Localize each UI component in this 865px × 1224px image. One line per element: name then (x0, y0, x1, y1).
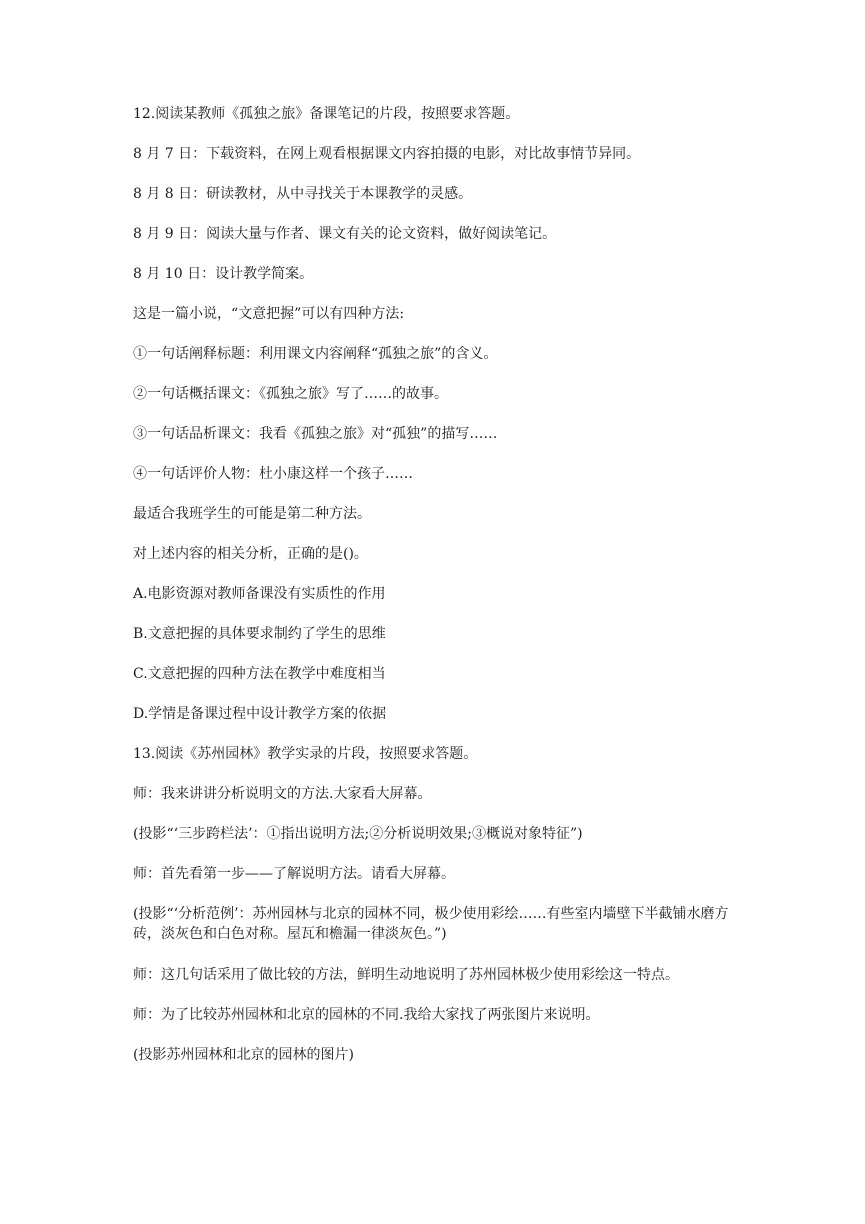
teacher-line-3: 师：这几句话采用了做比较的方法，鲜明生动地说明了苏州园林极少使用彩绘这一特点。 (133, 967, 679, 983)
projection-2: (投影“‘分析范例’：苏州园林与北京的园林不同，极少使用彩绘……有些室内墙壁下半截铺水磨方砖，淡灰色和白色对称。屋瓦和檐漏一律淡灰色。”) (133, 906, 729, 942)
question-12-prompt: 对上述内容的相关分析，正确的是()。 (133, 546, 368, 562)
method-2: ②一句话概括课文：《孤独之旅》写了……的故事。 (133, 386, 448, 402)
question-13-stem: 13.阅读《苏州园林》教学实录的片段，按照要求答题。 (133, 746, 478, 762)
option-d: D.学情是备课过程中设计教学方案的依据 (133, 706, 387, 722)
note-aug-9: 8 月 9 日：阅读大量与作者、课文有关的论文资料，做好阅读笔记。 (133, 226, 557, 242)
teacher-line-2: 师：首先看第一步——了解说明方法。请看大屏幕。 (133, 866, 455, 882)
option-c: C.文意把握的四种方法在教学中难度相当 (133, 666, 386, 682)
document-body (133, 104, 733, 1085)
note-aug-7: 8 月 7 日：下载资料，在网上观看根据课文内容拍摄的电影，对比故事情节异同。 (133, 146, 641, 162)
option-a: A.电影资源对教师备课没有实质性的作用 (133, 586, 386, 602)
note-aug-10: 8 月 10 日：设计教学简案。 (133, 266, 314, 282)
question-12-stem: 12.阅读某教师《孤独之旅》备课笔记的片段，按照要求答题。 (133, 106, 520, 122)
method-choice: 最适合我班学生的可能是第二种方法。 (133, 506, 371, 522)
note-aug-8: 8 月 8 日：研读教材，从中寻找关于本课教学的灵感。 (133, 186, 473, 202)
method-3: ③一句话品析课文：我看《孤独之旅》对“孤独”的描写…… (133, 426, 498, 442)
teacher-line-1: 师：我来讲讲分析说明文的方法.大家看大屏幕。 (133, 786, 432, 802)
method-4: ④一句话评价人物：杜小康这样一个孩子…… (133, 466, 413, 482)
teacher-line-4: 师：为了比较苏州园林和北京的园林的不同.我给大家找了两张图片来说明。 (133, 1007, 600, 1023)
method-1: ①一句话阐释标题：利用课文内容阐释“孤独之旅”的含义。 (133, 346, 498, 362)
projection-3: (投影苏州园林和北京的园林的图片) (133, 1047, 354, 1063)
projection-1: (投影“‘三步跨栏法’：①指出说明方法;②分析说明效果;③概说对象特征”) (133, 826, 583, 842)
novel-intro: 这是一篇小说，“文意把握”可以有四种方法: (133, 306, 405, 322)
option-b: B.文意把握的具体要求制约了学生的思维 (133, 626, 386, 642)
